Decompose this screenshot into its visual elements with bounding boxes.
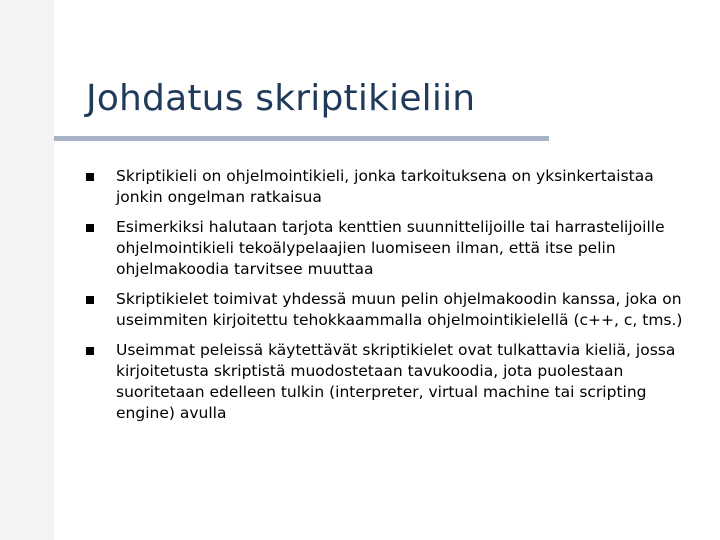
bullet-item bbox=[86, 289, 696, 331]
bullet-text: Useimmat peleissä käytettävät skriptikielet ovat tulkattavia kieliä, jossa kirjoitetusta skriptistä muodostetaan tavukoodia, jota puolestaan suoritetaan edelleen tulkin (interpreter, virtual machine tai scripting engine) avulla bbox=[116, 341, 676, 422]
square-bullet-icon bbox=[86, 224, 94, 232]
bullet-text: Esimerkiksi halutaan tarjota kenttien suunnittelijoille tai harrastelijoille ohjelmointikieli tekoälypelaajien luomiseen ilman, että itse pelin ohjelmakoodia tarvitsee muuttaa bbox=[116, 218, 665, 278]
bullet-item bbox=[86, 340, 696, 424]
bullet-list bbox=[86, 166, 696, 433]
bullet-item bbox=[86, 217, 696, 280]
bullet-text: Skriptikieli on ohjelmointikieli, jonka tarkoituksena on yksinkertaistaa jonkin ongelman ratkaisua bbox=[116, 167, 654, 206]
square-bullet-icon bbox=[86, 347, 94, 355]
slide-title: Johdatus skriptikieliin bbox=[86, 78, 476, 119]
title-underline bbox=[54, 136, 549, 141]
bullet-item bbox=[86, 166, 696, 208]
bullet-text: Skriptikielet toimivat yhdessä muun pelin ohjelmakoodin kanssa, joka on useimmiten kirjoitettu tehokkaammalla ohjelmointikielellä (c++, c, tms.) bbox=[116, 290, 683, 329]
left-margin-band bbox=[0, 0, 54, 540]
square-bullet-icon bbox=[86, 173, 94, 181]
square-bullet-icon bbox=[86, 296, 94, 304]
